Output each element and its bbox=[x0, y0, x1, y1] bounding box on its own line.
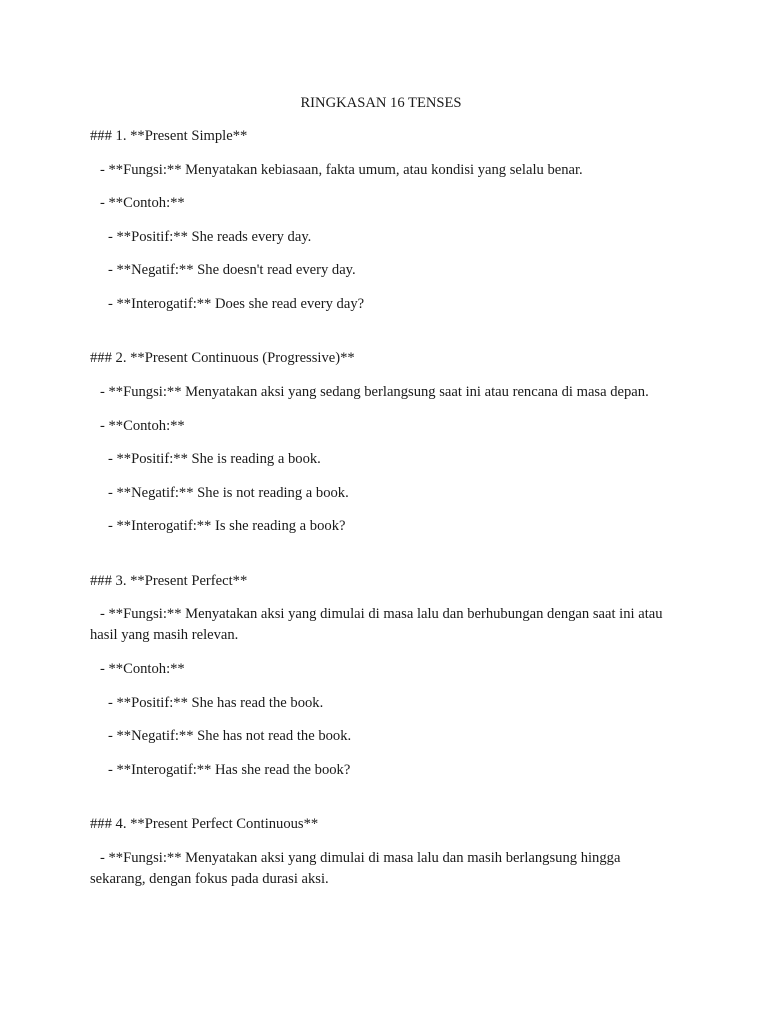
negatif-example: - **Negatif:** She doesn't read every day. bbox=[108, 262, 356, 279]
section-heading: ### 2. **Present Continuous (Progressive)** bbox=[90, 350, 355, 367]
positif-example: - **Positif:** She has read the book. bbox=[108, 694, 324, 711]
interogatif-example: - **Interogatif:** Is she reading a book? bbox=[108, 518, 346, 535]
interogatif-example: - **Interogatif:** Has she read the book? bbox=[108, 761, 351, 778]
contoh-label: - **Contoh:** bbox=[100, 195, 185, 212]
fungsi-text: - **Fungsi:** Menyatakan aksi yang sedang berlangsung saat ini atau rencana di masa depan. bbox=[100, 383, 649, 400]
fungsi-text: - **Fungsi:** Menyatakan aksi yang dimulai di masa lalu dan masih berlangsung hingga sekarang, dengan fokus pada durasi aksi. bbox=[90, 849, 621, 887]
contoh-label: - **Contoh:** bbox=[100, 417, 185, 434]
document-title: RINGKASAN 16 TENSES bbox=[300, 95, 462, 111]
contoh-label: - **Contoh:** bbox=[100, 660, 185, 677]
fungsi-text: - **Fungsi:** Menyatakan aksi yang dimulai di masa lalu dan berhubungan dengan saat ini atau hasil yang masih relevan. bbox=[90, 606, 663, 644]
positif-example: - **Positif:** She reads every day. bbox=[108, 228, 312, 245]
section-spacer bbox=[90, 327, 672, 348]
section-present-perfect-continuous bbox=[90, 814, 672, 890]
interogatif-example: - **Interogatif:** Does she read every day? bbox=[108, 295, 365, 312]
fungsi-text: - **Fungsi:** Menyatakan kebiasaan, fakta umum, atau kondisi yang selalu benar. bbox=[100, 161, 583, 178]
section-present-continuous bbox=[90, 348, 672, 537]
section-heading: ### 1. **Present Simple** bbox=[90, 128, 248, 145]
negatif-example: - **Negatif:** She has not read the book. bbox=[108, 728, 352, 745]
section-present-perfect bbox=[90, 571, 672, 781]
positif-example: - **Positif:** She is reading a book. bbox=[108, 451, 321, 468]
section-present-simple bbox=[90, 126, 672, 315]
section-heading: ### 4. **Present Perfect Continuous** bbox=[90, 816, 319, 833]
section-heading: ### 3. **Present Perfect** bbox=[90, 572, 248, 589]
negatif-example: - **Negatif:** She is not reading a book. bbox=[108, 484, 349, 501]
section-spacer bbox=[90, 793, 672, 814]
section-spacer bbox=[90, 550, 672, 571]
